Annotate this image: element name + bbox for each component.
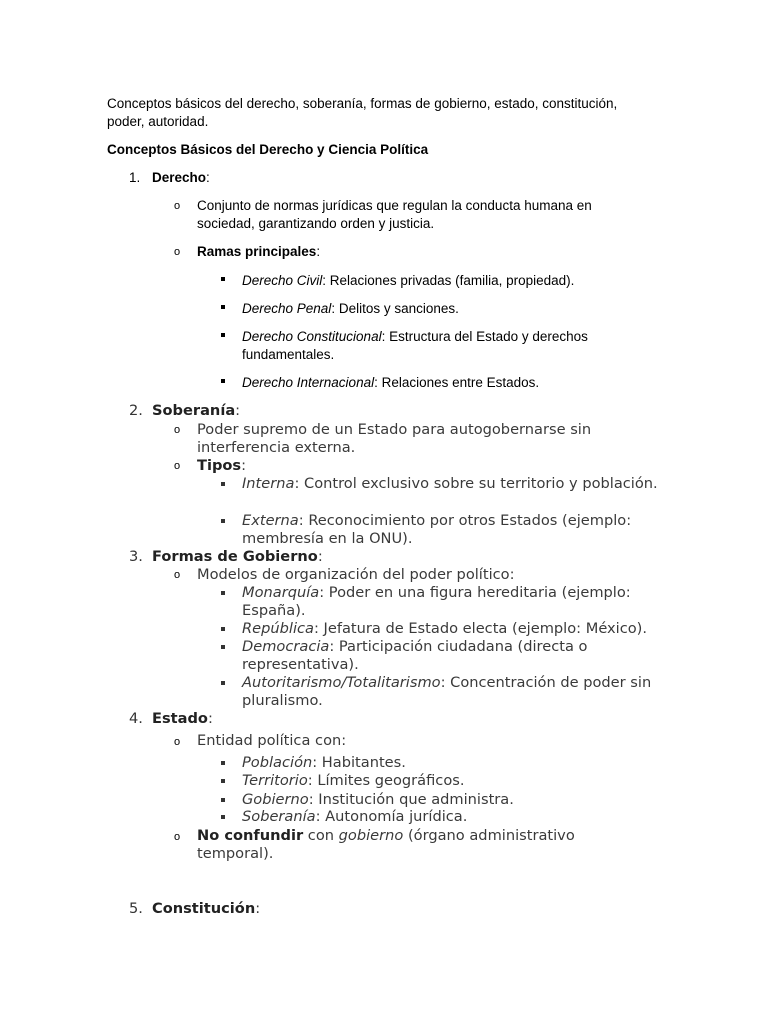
list-item: Gobierno: Institución que administra.: [242, 791, 514, 808]
list-item: Autoritarismo/Totalitarismo: Concentración de poder sin pluralismo.: [242, 674, 652, 709]
bullet-square-icon: [221, 627, 225, 631]
list-item: Territorio: Límites geográficos.: [242, 772, 465, 789]
section-1-number: 1.: [129, 170, 141, 185]
document-heading: Conceptos Básicos del Derecho y Ciencia Política: [107, 142, 429, 157]
bullet-square-icon: [221, 379, 225, 383]
bullet-circle-icon: o: [174, 200, 181, 212]
bullet-square-icon: [221, 591, 225, 595]
list-item: Derecho Internacional: Relaciones entre Estados.: [242, 375, 540, 390]
list-item: Externa: Reconocimiento por otros Estados (ejemplo: membresía en la ONU).: [242, 512, 632, 547]
bullet-square-icon: [221, 277, 225, 281]
section-2-title: Soberanía:: [152, 402, 241, 419]
list-item: República: Jefatura de Estado electa (ejemplo: México).: [242, 620, 648, 637]
bullet-square-icon: [221, 305, 225, 309]
list-item: Derecho Constitucional: Estructura del Estado y derechos fundamentales.: [242, 329, 588, 362]
bullet-square-icon: [221, 798, 225, 802]
bullet-square-icon: [221, 681, 225, 685]
section-4-note: No confundir con gobierno (órgano administrativo temporal).: [197, 827, 575, 862]
intro-paragraph: Conceptos básicos del derecho, soberanía, formas de gobierno, estado, constitución, poder, autoridad.: [107, 96, 618, 129]
bullet-circle-icon: o: [174, 246, 181, 258]
list-item: Democracia: Participación ciudadana (directa o representativa).: [242, 638, 588, 673]
list-item: Soberanía: Autonomía jurídica.: [242, 808, 468, 825]
bullet-circle-icon: o: [174, 831, 181, 843]
list-item: Población: Habitantes.: [242, 754, 406, 771]
bullet-circle-icon: o: [174, 569, 181, 581]
list-item: Interna: Control exclusivo sobre su territorio y población.: [242, 475, 658, 492]
list-item: Monarquía: Poder en una figura hereditaria (ejemplo: España).: [242, 584, 631, 619]
bullet-circle-icon: o: [174, 460, 181, 472]
section-2-number: 2.: [129, 402, 143, 419]
section-3-definition: Modelos de organización del poder político:: [197, 566, 515, 583]
bullet-square-icon: [221, 815, 225, 819]
bullet-square-icon: [221, 482, 225, 486]
bullet-square-icon: [221, 333, 225, 337]
list-item: Derecho Civil: Relaciones privadas (familia, propiedad).: [242, 273, 575, 288]
section-4-number: 4.: [129, 710, 143, 727]
section-3-number: 3.: [129, 548, 143, 565]
bullet-square-icon: [221, 519, 225, 523]
bullet-square-icon: [221, 779, 225, 783]
section-1-title: Derecho:: [152, 170, 210, 185]
bullet-square-icon: [221, 645, 225, 649]
list-item: Derecho Penal: Delitos y sanciones.: [242, 301, 459, 316]
section-1-subtitle: Ramas principales:: [197, 244, 321, 259]
section-4-title: Estado:: [152, 710, 213, 727]
bullet-circle-icon: o: [174, 424, 181, 436]
section-5-number: 5.: [129, 900, 143, 917]
section-4-definition: Entidad política con:: [197, 732, 347, 749]
bullet-circle-icon: o: [174, 736, 181, 748]
section-2-definition: Poder supremo de un Estado para autogobernarse sin interferencia externa.: [197, 421, 592, 456]
section-1-definition: Conjunto de normas jurídicas que regulan la conducta humana en sociedad, garantizando orden y justicia.: [197, 198, 592, 231]
bullet-square-icon: [221, 761, 225, 765]
section-2-subtitle: Tipos:: [197, 457, 247, 474]
section-5-title: Constitución:: [152, 900, 261, 917]
section-3-title: Formas de Gobierno:: [152, 548, 323, 565]
